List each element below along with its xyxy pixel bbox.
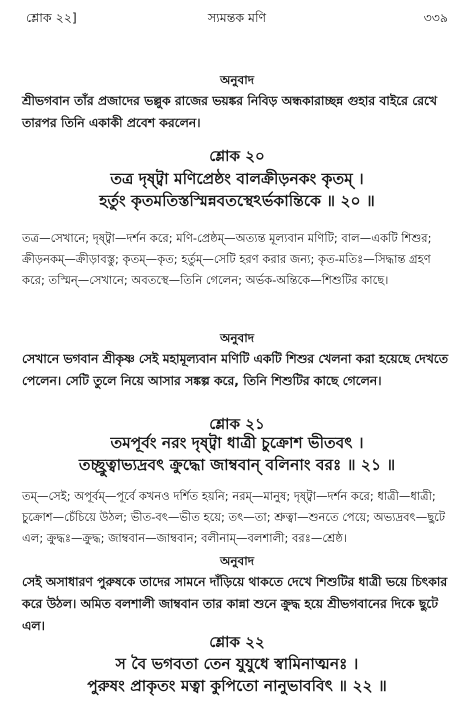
verse-title: শ্লোক ২১: [209, 415, 265, 433]
header-chapter-title: স্যমন্তক মণি: [207, 10, 267, 25]
anubad-heading: অনুবাদ: [219, 73, 255, 87]
translation-text: সেখানে ভগবান শ্রীকৃষ্ণ সেই মহামূল্যবান মণিটি একটি শিশুর খেলনা করা হয়েছে দেখতে পেলেন। সেটি তুলে নিয়ে আসার সঙ্কল্প করে, তিনি শিশুটির কাছে গেলেন।: [22, 352, 448, 388]
translation-text: সেই অসাধারণ পুরুষকে তাদের সামনে দাঁড়িয়ে থাকতে দেখে শিশুটির ধাত্রী ভয়ে চিৎকার করে উঠল। অমিত বলশালী জাম্ববান তার কান্না শুনে ক্রুদ্ধ হয়ে শ্রীভগবানের দিকে ছুটে এল।: [22, 575, 448, 633]
verse-line: তমপূর্বং নরং দৃষ্ট্বা ধাত্রী চুক্রোশ ভীতবৎ ।: [110, 434, 364, 452]
verse-20-synonyms: [22, 228, 452, 291]
anubad-heading: অনুবাদ: [219, 331, 255, 345]
verse-22-lines: [22, 653, 452, 697]
verse-line: হর্তুং কৃতমতিস্তস্মিন্নবতস্থেঽর্ভকান্তিকে ॥ ২০ ॥: [99, 192, 375, 210]
verse-line: তচ্ছ্রুত্বাভ্যদ্রবৎ ক্রুদ্ধো জাম্ববান্ বলিনাং বরঃ ॥ ২১ ॥: [78, 456, 396, 474]
synonyms-text: তত্র—সেখানে; দৃষ্ট্বা—দর্শন করে; মণি-প্রেষ্ঠম্—অত্যন্ত মূল্যবান মণিটি; বাল—একটি শিশুর; ক্রীড়নকম্—ক্রীড়াবস্তু; কৃতম্—কৃত; হর্তুম্—সেটি হরণ করার জন্য; কৃত-মতিঃ—সিদ্ধান্ত গ্রহণ করে; তস্মিন্—সেখানে; অবতস্থে—তিনি গেলেন; অর্ভক-অন্তিকে—শিশুটির কাছে।: [22, 231, 432, 287]
header-page-number: ৩৩৯: [423, 10, 448, 25]
verse-line: পুরুষং প্রাকৃতং মত্বা কুপিতো নানুভাববিৎ ॥ ২২ ॥: [87, 677, 387, 695]
translation-block: [22, 72, 452, 92]
verse-21-synonyms: [22, 486, 452, 549]
synonyms-text: তম্—সেই; অপূর্বম্—পূর্বে কখনও দর্শিত হয়নি; নরম্—মানুষ; দৃষ্ট্বা—দর্শন করে; ধাত্রী—ধাত্রী; চুক্রোশ—চেঁচিয়ে উঠল; ভীত-বৎ—ভীত হয়ে; তৎ—তা; শ্রুত্বা—শুনতে পেয়ে; অভ্যদ্রবৎ—ছুটে এল; ক্রুদ্ধঃ—ক্রুদ্ধ; জাম্ববান—জাম্ববান; বলীনাম্—বলশালী; বরঃ—শ্রেষ্ঠ।: [22, 489, 446, 545]
anubad-heading: অনুবাদ: [219, 554, 255, 568]
verse-20-translation: [22, 348, 452, 392]
verse-title: শ্লোক ২২: [209, 633, 265, 651]
verse-title: শ্লোক ২০: [209, 147, 265, 165]
verse-21-lines: [22, 432, 452, 476]
verse-20: [22, 145, 452, 170]
header-verse-ref: শ্লোক ২২]: [26, 10, 77, 25]
verse-line: স বৈ ভগবতা তেন যুযুধে স্বামিনাত্মনঃ ।: [115, 655, 359, 673]
verse-line: তত্র দৃষ্ট্বা মণিপ্রেষ্ঠং বালক্রীড়নকং কৃতম্ ।: [110, 170, 364, 188]
translation-text: শ্রীভগবান তাঁর প্রজাদের ভল্লুক রাজের ভয়ঙ্কর নিবিড় অন্ধকারাচ্ছন্ন গুহার বাইরে রেখে তারপর তিনি একাকী প্রবেশ করলেন।: [22, 94, 437, 130]
verse-20-translation-heading: [22, 330, 452, 350]
verse-21-translation-heading: [22, 553, 452, 573]
verse-20-lines: [22, 168, 452, 212]
page-header: [26, 8, 448, 28]
verse-21-translation: [22, 571, 452, 637]
translation-prose: [22, 90, 452, 134]
